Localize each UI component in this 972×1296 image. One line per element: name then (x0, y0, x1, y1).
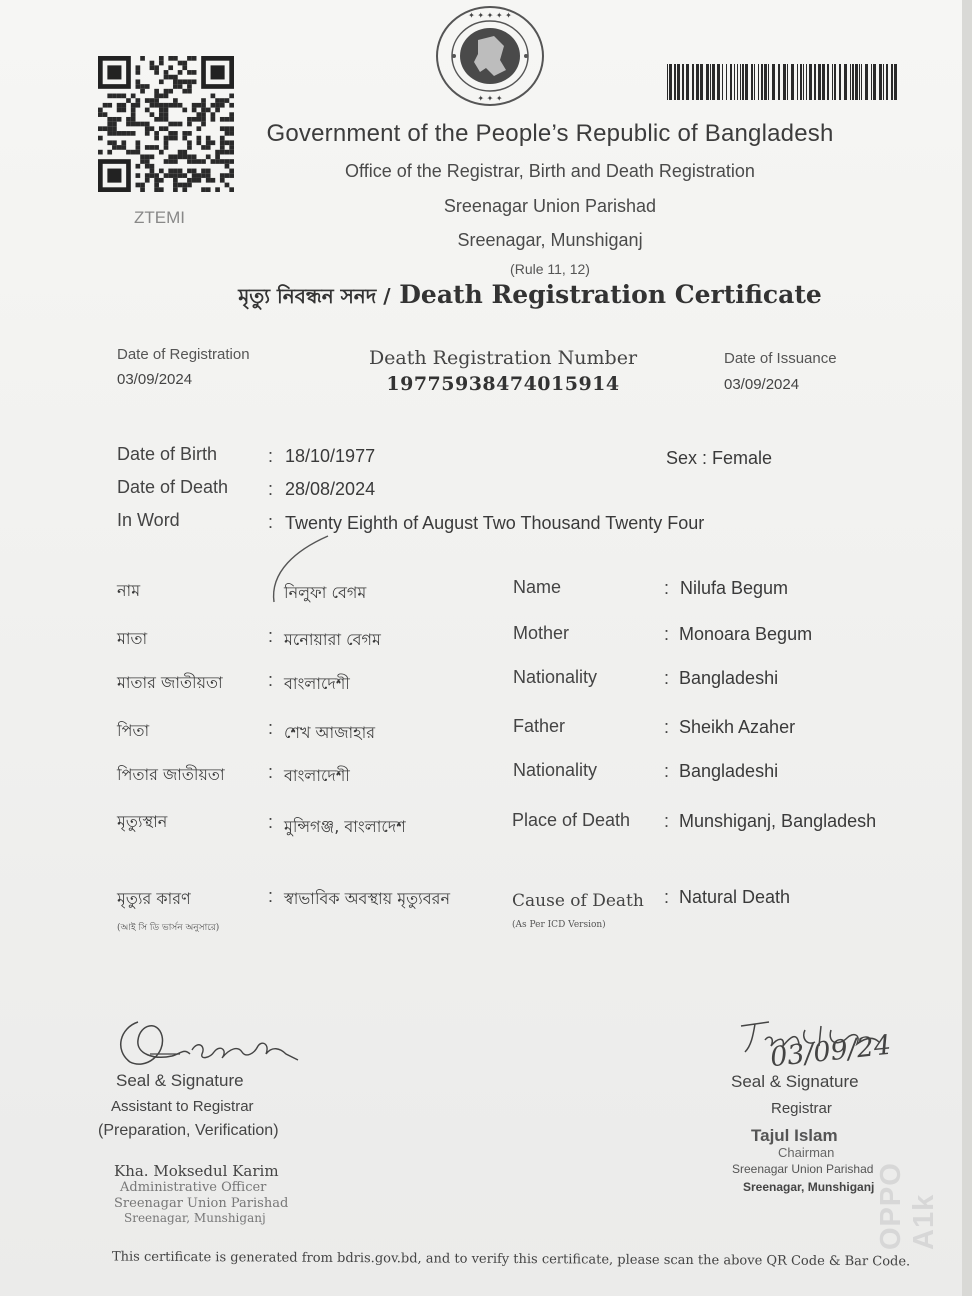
right-stamp-place: Sreenagar, Munshiganj (743, 1180, 875, 1194)
barcode (667, 64, 901, 100)
left-role: Assistant to Registrar (111, 1098, 254, 1115)
date-of-registration: 03/09/2024 (117, 371, 193, 388)
bn-place: মুন্সিগঞ্জ, বাংলাদেশ (284, 817, 406, 836)
title-english: Death Registration Certificate (399, 280, 822, 309)
bn-mother-label: মাতা (117, 629, 148, 648)
inword-label: In Word (117, 510, 180, 530)
svg-text:✦ ✦ ✦ ✦ ✦: ✦ ✦ ✦ ✦ ✦ (468, 11, 512, 20)
bn-father-colon: : (268, 718, 274, 738)
inword-colon: : (268, 512, 274, 532)
paper-edge (962, 0, 972, 1296)
government-heading: Government of the People’s Republic of Bangladesh (266, 120, 834, 147)
date-of-issuance: 03/09/2024 (724, 376, 800, 393)
en-name: Nilufa Begum (680, 578, 789, 598)
bn-mother-nationality-label: মাতার জাতীয়তা (117, 673, 223, 692)
bn-cause-note: (আই সি ডি ভার্সন অনুসারে) (117, 923, 220, 933)
en-mother-colon: : (664, 624, 670, 644)
en-mother-nationality-label: Nationality (513, 667, 598, 687)
bn-mother-colon: : (268, 626, 274, 646)
right-stamp-title: Chairman (778, 1145, 835, 1160)
bn-father-nationality-label: পিতার জাতীয়তা (117, 765, 225, 784)
date-of-issuance-label: Date of Issuance (724, 350, 837, 367)
bn-cause-colon: : (268, 886, 274, 906)
en-father-nationality-colon: : (664, 761, 670, 781)
en-place: Munshiganj, Bangladesh (679, 811, 877, 831)
sex-value: Sex : Female (666, 448, 773, 468)
qr-code-label: ZTEMI (134, 208, 185, 227)
district-heading: Sreenagar, Munshiganj (457, 230, 643, 250)
camera-watermark: OPPO A1k (875, 1162, 940, 1250)
handwritten-signature-left (110, 1010, 310, 1080)
left-role-note: (Preparation, Verification) (98, 1122, 279, 1139)
certificate-title (200, 280, 860, 315)
dob-label: Date of Birth (117, 444, 218, 464)
qr-code (98, 56, 234, 192)
bn-father: শেখ আজাহার (284, 723, 376, 742)
handwritten-date: 03/09/24 (768, 1029, 893, 1074)
en-mother-nationality: Bangladeshi (679, 668, 779, 688)
dod-value: 28/08/2024 (285, 479, 376, 499)
left-stamp-place: Sreenagar, Munshiganj (124, 1211, 266, 1225)
dob-colon: : (268, 446, 274, 466)
bn-place-label: মৃত্যুস্থান (117, 812, 168, 831)
en-cause-note: (As Per ICD Version) (512, 920, 606, 930)
right-role: Registrar (771, 1100, 832, 1117)
parishad-heading: Sreenagar Union Parishad (443, 196, 657, 216)
en-father-nationality-label: Nationality (513, 760, 598, 780)
en-place-label: Place of Death (512, 810, 631, 830)
government-seal-icon (434, 4, 546, 108)
bn-cause-label: মৃত্যুর কারণ (117, 889, 191, 908)
en-cause: Natural Death (679, 887, 791, 907)
right-stamp-name: Tajul Islam (751, 1126, 838, 1145)
en-name-label: Name (513, 577, 562, 597)
en-cause-colon: : (664, 887, 670, 907)
left-seal-signature-label: Seal & Signature (116, 1071, 244, 1090)
rule-reference: (Rule 11, 12) (510, 261, 590, 277)
bn-mother-nationality: বাংলাদেশী (284, 674, 350, 693)
en-father-colon: : (664, 717, 670, 737)
left-stamp-name: Kha. Moksedul Karim (114, 1162, 279, 1180)
svg-text:✦ ✦ ✦: ✦ ✦ ✦ (477, 94, 503, 103)
bn-father-nationality-colon: : (268, 762, 274, 782)
left-stamp-title: Administrative Officer (120, 1180, 267, 1195)
right-stamp-office: Sreenagar Union Parishad (732, 1162, 874, 1176)
bn-cause: স্বাভাবিক অবস্থায় মৃত্যুবরন (284, 889, 450, 908)
bn-name-label: নাম (117, 581, 141, 600)
dod-colon: : (268, 479, 274, 499)
office-heading: Office of the Registrar, Birth and Death Registration (345, 161, 755, 181)
right-seal-signature-label: Seal & Signature (731, 1072, 859, 1091)
inword-value: Twenty Eighth of August Two Thousand Twenty Four (285, 513, 705, 533)
bn-mother-nationality-colon: : (268, 670, 274, 690)
en-father-label: Father (513, 716, 566, 736)
en-mother-label: Mother (513, 623, 570, 643)
dod-label: Date of Death (117, 477, 229, 497)
en-mother: Monoara Begum (679, 624, 813, 644)
dob-value: 18/10/1977 (285, 446, 376, 466)
bn-father-label: পিতা (117, 721, 150, 740)
bn-mother: মনোয়ারা বেগম (284, 630, 381, 649)
en-name-colon: : (664, 578, 670, 598)
title-bengali: মৃত্যু নিবন্ধন সনদ / (238, 284, 391, 308)
en-place-colon: : (664, 811, 670, 831)
en-mother-nationality-colon: : (664, 668, 670, 688)
en-father: Sheikh Azaher (679, 717, 796, 737)
left-stamp-office: Sreenagar Union Parishad (114, 1196, 289, 1211)
date-of-registration-label: Date of Registration (117, 346, 250, 363)
en-cause-label: Cause of Death (512, 891, 644, 911)
en-father-nationality: Bangladeshi (679, 761, 779, 781)
bn-father-nationality: বাংলাদেশী (284, 766, 350, 785)
bn-name: নিলুফা বেগম (284, 583, 367, 602)
registration-number-label: Death Registration Number (368, 347, 638, 369)
verification-footer: This certificate is generated from bdris.gov.bd, and to verify this certificate, please scan the above QR Code & Bar Code. (111, 1249, 911, 1270)
registration-number: 19775938474015914 (386, 373, 620, 395)
bn-place-colon: : (268, 812, 274, 832)
